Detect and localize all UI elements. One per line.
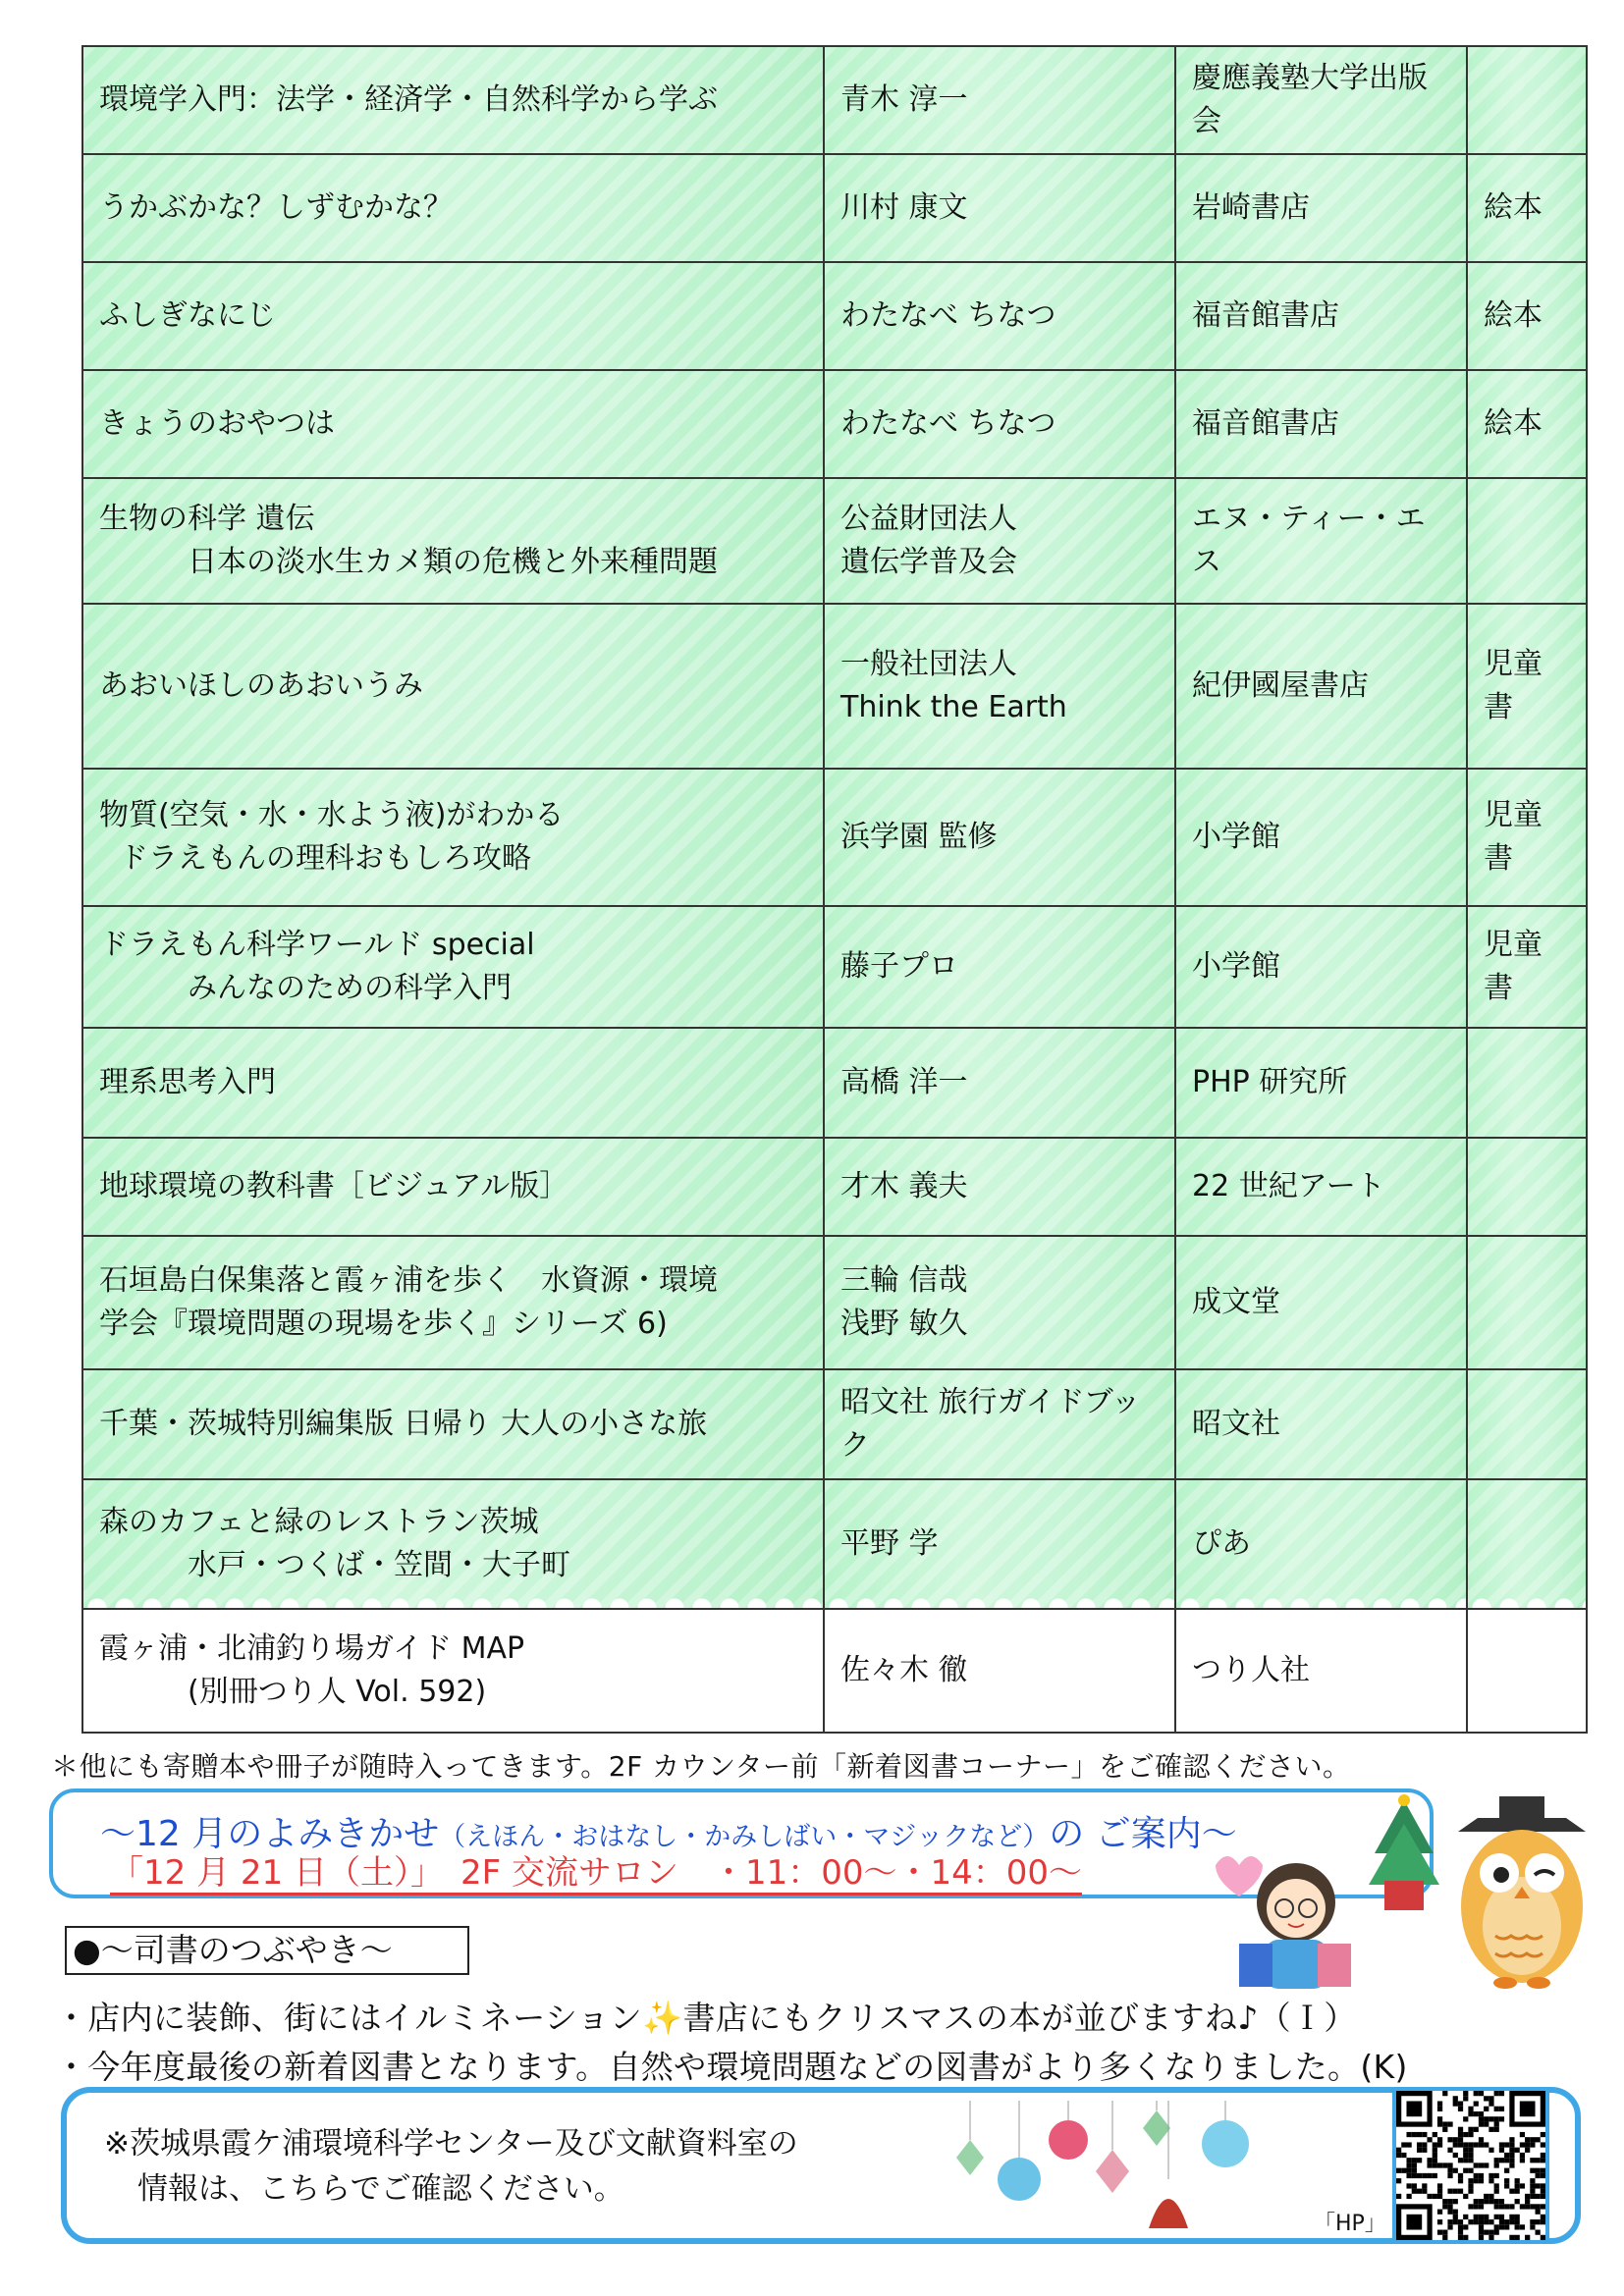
info-box (61, 2087, 1581, 2244)
book-author-line: わたなべ ちなつ (840, 298, 1056, 333)
book-title-line: 日本の淡水生カメ類の危機と外来種問題 (188, 545, 718, 579)
book-author-line: わたなべ ちなつ (840, 406, 1056, 441)
book-title-cell (82, 1138, 824, 1236)
girl-reading-illustration (1208, 1806, 1384, 1993)
book-author-line: Think the Earth (840, 690, 1067, 724)
book-title-line: きょうのおやつは (99, 406, 335, 441)
book-publisher-cell: 岩崎書店 (1175, 154, 1467, 262)
table-row (82, 769, 1587, 906)
book-author-cell (824, 262, 1175, 370)
event-title-paren: （えほん・おはなし・かみしばい・マジックなど） (439, 1822, 1050, 1852)
table-row (82, 1138, 1587, 1236)
book-table-body (82, 46, 1587, 1733)
book-note-cell (1467, 1236, 1587, 1369)
librarian-notes-heading: ●～司書のつぶやき～ (65, 1926, 469, 1975)
table-row (82, 906, 1587, 1028)
info-text-line1: ※茨城県霞ケ浦環境科学センター及び文献資料室の (104, 2126, 798, 2162)
book-author-line: 昭文社 旅行ガイドブック (840, 1385, 1141, 1463)
book-publisher-cell: 成文堂 (1175, 1236, 1467, 1369)
book-publisher-cell: 福音館書店 (1175, 370, 1467, 478)
book-publisher-cell: 福音館書店 (1175, 262, 1467, 370)
book-note-cell (1467, 1479, 1587, 1609)
book-note-cell: 絵本 (1467, 262, 1587, 370)
table-row (82, 370, 1587, 478)
book-title-line: 千葉・茨城特別編集版 日帰り 大人の小さな旅 (99, 1407, 708, 1441)
book-title-cell (82, 604, 824, 769)
table-row (82, 1479, 1587, 1609)
book-title-line: みんなのための科学入門 (188, 971, 512, 1005)
book-author-line: 高橋 洋一 (840, 1065, 968, 1099)
book-author-line: 遺伝学普及会 (840, 545, 1017, 579)
event-title-end: の ご案内～ (1049, 1814, 1237, 1854)
book-title-cell (82, 370, 824, 478)
book-author-cell (824, 906, 1175, 1028)
book-note-cell (1467, 1138, 1587, 1236)
table-row (82, 604, 1587, 769)
book-title-cell (82, 1609, 824, 1733)
book-author-cell (824, 154, 1175, 262)
hp-label: 「HP」 (1314, 2212, 1386, 2236)
book-author-cell (824, 46, 1175, 154)
event-title-main: ～12 月のよみきかせ (100, 1814, 440, 1854)
book-title-line: (別冊つり人 Vol. 592) (188, 1675, 487, 1709)
book-author-cell (824, 1236, 1175, 1369)
book-title-line: 物質(空気・水・水よう液)がわかる (99, 798, 565, 832)
book-title-cell (82, 1479, 824, 1609)
book-title-cell (82, 46, 824, 154)
book-publisher-cell: 小学館 (1175, 769, 1467, 906)
book-publisher-cell: つり人社 (1175, 1609, 1467, 1733)
book-note-cell (1467, 478, 1587, 604)
book-title-line: ドラえもん科学ワールド special (99, 928, 535, 962)
table-row (82, 1236, 1587, 1369)
book-author-cell (824, 1369, 1175, 1479)
book-title-cell (82, 1028, 824, 1138)
book-note-cell (1467, 1369, 1587, 1479)
book-publisher-cell: 紀伊國屋書店 (1175, 604, 1467, 769)
qr-code-image (1396, 2091, 1545, 2240)
librarian-note-1: ・店内に装飾、街にはイルミネーション✨書店にもクリスマスの本が並びますね♪（Ｉ） (55, 1999, 1357, 2037)
book-title-line: あおいほしのあおいうみ (99, 668, 423, 703)
book-author-line: 一般社団法人 (840, 647, 1017, 681)
book-author-line: 才木 義夫 (840, 1169, 968, 1203)
book-author-cell (824, 604, 1175, 769)
book-title-line: ドラえもんの理科おもしろ攻略 (119, 841, 531, 876)
book-note-cell: 児童書 (1467, 604, 1587, 769)
table-row (82, 1028, 1587, 1138)
book-author-cell (824, 1479, 1175, 1609)
book-author-cell (824, 1138, 1175, 1236)
event-title (100, 1806, 1237, 1856)
book-title-line: 森のカフェと緑のレストラン茨城 (99, 1505, 539, 1539)
book-title-line: 地球環境の教科書［ビジュアル版］ (99, 1169, 569, 1203)
christmas-ornaments-icon (941, 2101, 1294, 2238)
table-row (82, 46, 1587, 154)
book-note-cell: 絵本 (1467, 370, 1587, 478)
book-author-line: 公益財団法人 (840, 502, 1017, 536)
book-title-line: 霞ヶ浦・北浦釣り場ガイド MAP (99, 1631, 525, 1666)
book-title-cell (82, 154, 824, 262)
book-title-line: 学会『環境問題の現場を歩く』シリーズ 6) (99, 1307, 668, 1341)
book-title-line: ふしぎなにじ (99, 298, 276, 333)
event-date-line: 「12 月 21 日（土）」 2F 交流サロン ・11：00～・14：00～ (110, 1853, 1082, 1896)
owl-mascot-icon (1438, 1789, 1605, 1995)
book-author-line: 青木 淳一 (840, 82, 968, 117)
book-publisher-cell: ぴあ (1175, 1479, 1467, 1609)
book-note-cell: 絵本 (1467, 154, 1587, 262)
book-note-cell: 児童書 (1467, 769, 1587, 906)
book-title-line: 生物の科学 遺伝 (99, 502, 315, 536)
book-title-line: 石垣島白保集落と霞ヶ浦を歩く 水資源・環境 (99, 1263, 718, 1298)
librarian-note-2: ・今年度最後の新着図書となります。自然や環境問題などの図書がより多くなりました。(K) (55, 2048, 1408, 2086)
table-row (82, 1609, 1587, 1733)
book-title-cell (82, 262, 824, 370)
book-author-line: 藤子プロ (840, 949, 958, 984)
table-row (82, 478, 1587, 604)
table-row (82, 154, 1587, 262)
book-note-cell (1467, 1028, 1587, 1138)
book-author-cell (824, 1028, 1175, 1138)
book-note-cell (1467, 46, 1587, 154)
book-title-cell (82, 478, 824, 604)
qr-code[interactable] (1392, 2087, 1549, 2244)
book-publisher-cell: 慶應義塾大学出版会 (1175, 46, 1467, 154)
book-title-line: 理系思考入門 (99, 1065, 276, 1099)
book-publisher-cell: 小学館 (1175, 906, 1467, 1028)
book-title-cell (82, 906, 824, 1028)
book-author-line: 佐々木 徹 (840, 1653, 968, 1687)
book-title-line: うかぶかな？しずむかな？ (99, 190, 453, 225)
book-author-cell (824, 769, 1175, 906)
book-publisher-cell: エヌ・ティー・エス (1175, 478, 1467, 604)
book-author-cell (824, 1609, 1175, 1733)
book-author-line: 浜学園 監修 (840, 820, 998, 854)
book-note-cell (1467, 1609, 1587, 1733)
table-row (82, 262, 1587, 370)
book-author-line: 浅野 敏久 (840, 1307, 968, 1341)
book-author-cell (824, 478, 1175, 604)
book-author-line: 川村 康文 (840, 190, 968, 225)
book-publisher-cell: PHP 研究所 (1175, 1028, 1467, 1138)
book-title-cell (82, 1236, 824, 1369)
book-note-cell: 児童書 (1467, 906, 1587, 1028)
book-publisher-cell: 昭文社 (1175, 1369, 1467, 1479)
book-author-cell (824, 370, 1175, 478)
info-text-line2: 情報は、こちらでご確認ください。 (137, 2171, 624, 2207)
book-title-cell (82, 769, 824, 906)
new-books-table (81, 45, 1588, 1734)
book-title-cell (82, 1369, 824, 1479)
book-author-line: 三輪 信哉 (840, 1263, 968, 1298)
book-title-line: 環境学入門：法学・経済学・自然科学から学ぶ (99, 82, 718, 117)
footnote: ＊他にも寄贈本や冊子が随時入ってきます。2F カウンター前「新着図書コーナー」をご確認ください。 (51, 1750, 1351, 1783)
book-author-line: 平野 学 (840, 1526, 939, 1561)
book-publisher-cell: 22 世紀アート (1175, 1138, 1467, 1236)
table-row (82, 1369, 1587, 1479)
christmas-tree-icon (1365, 1794, 1443, 1912)
book-title-line: 水戸・つくば・笠間・大子町 (188, 1548, 570, 1582)
